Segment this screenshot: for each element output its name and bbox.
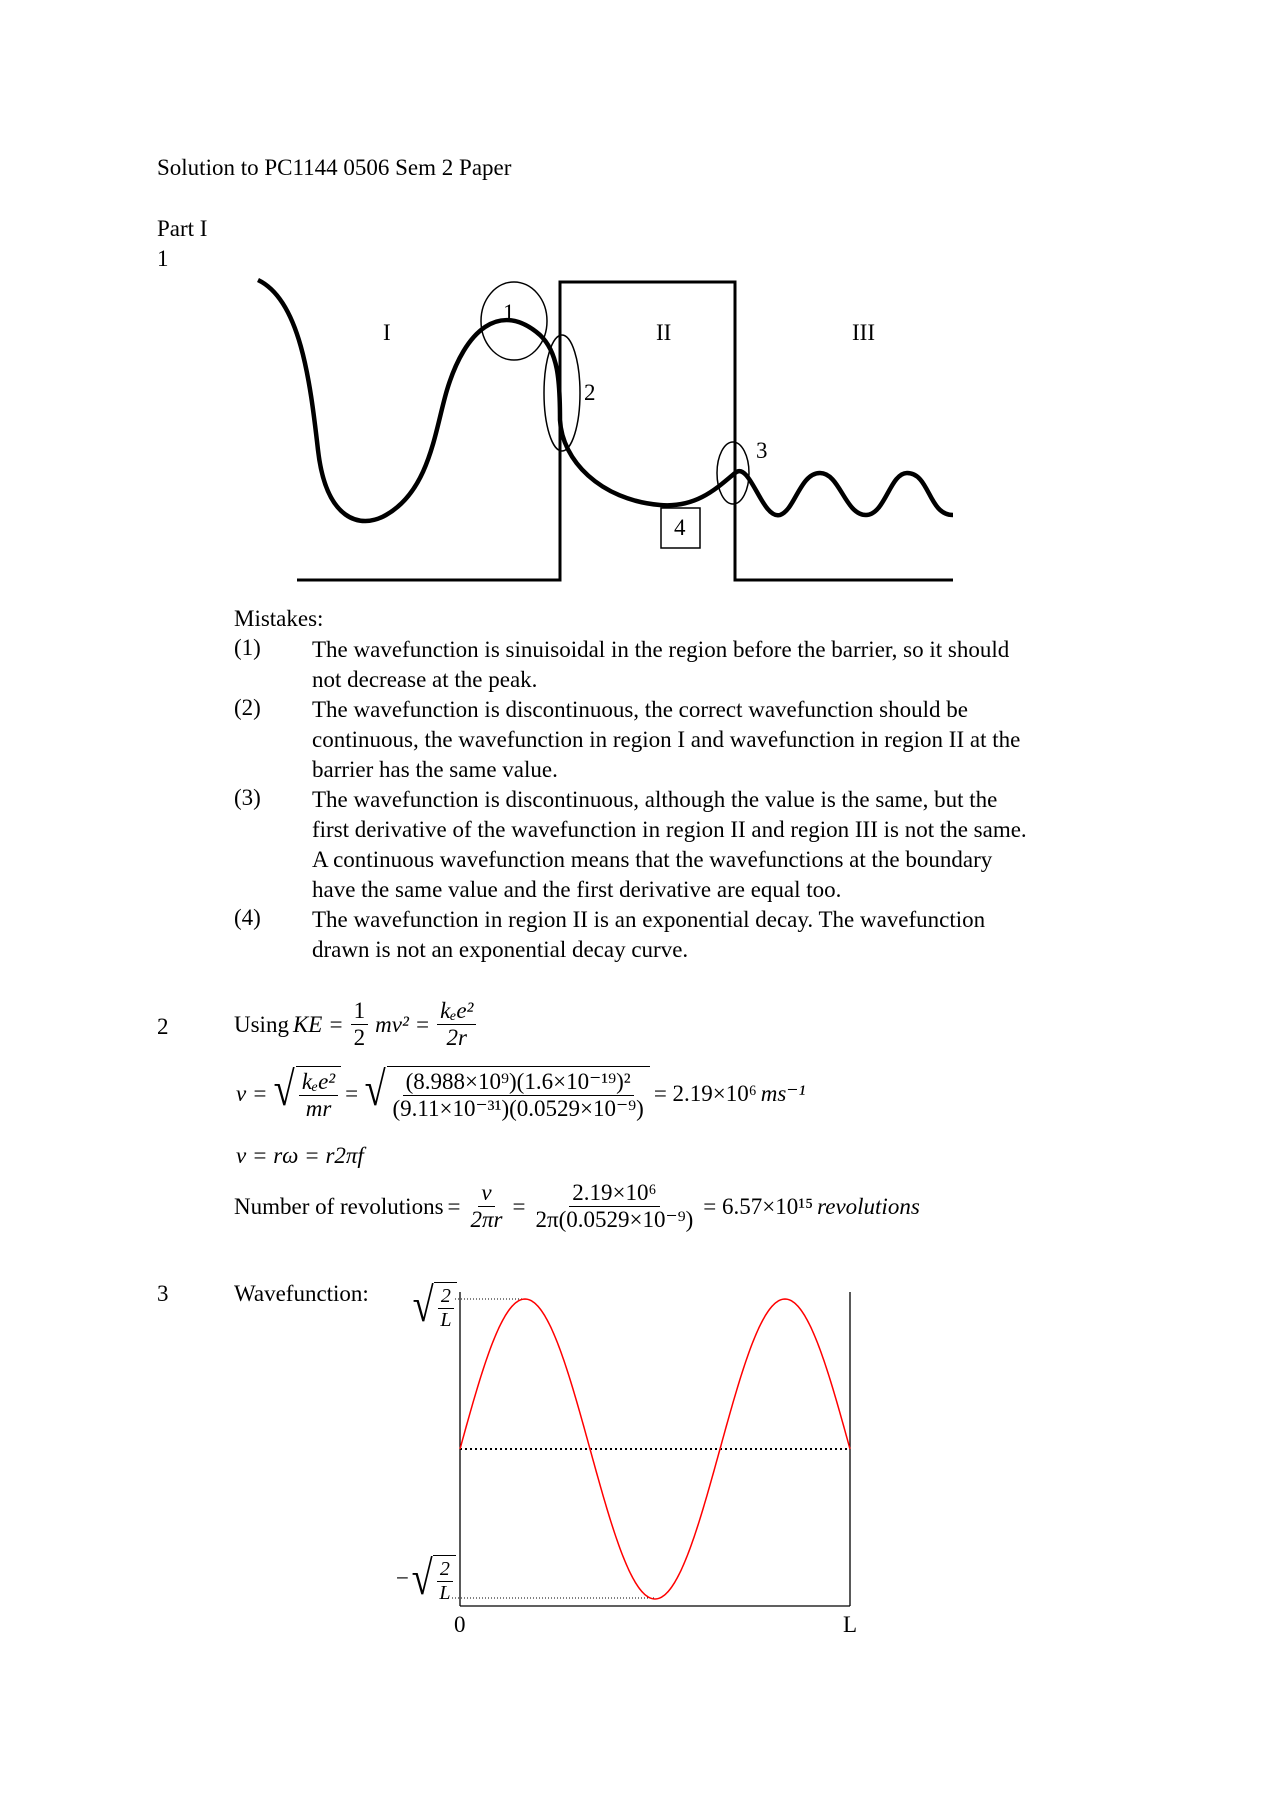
mistake-line: have the same value and the first derivative are equal too. [312, 877, 842, 902]
y-min-label: − √ $\frac{2}{L}$ [396, 1555, 456, 1605]
part-heading: Part I [157, 216, 208, 241]
mistakes-heading: Mistakes: [234, 606, 324, 631]
ke-symbol: KE = [292, 1011, 344, 1037]
y-max-label: √ $\frac{2}{L}$ [410, 1282, 457, 1332]
mistake-line: barrier has the same value. [312, 757, 558, 782]
mistake-line: first derivative of the wavefunction in region II and region III is not the same. [312, 817, 1027, 842]
mistake-line: continuous, the wavefunction in region I and wavefunction in region II at the [312, 727, 1021, 752]
x-end-label: L [843, 1612, 858, 1637]
mistake-line: The wavefunction is discontinuous, the correct wavefunction should be [312, 697, 968, 722]
mistake-number: (4) [234, 905, 261, 930]
mistake-line: The wavefunction is sinuisoidal in the region before the barrier, so it should [312, 637, 1010, 662]
marker-1: 1 [503, 300, 515, 325]
marker-4: 4 [674, 515, 686, 540]
sqrt-kee2-mr: √ $\frac{\text{kₑe²}}{mr}$ [271, 1066, 341, 1123]
revolutions-unit: revolutions [817, 1193, 920, 1219]
v-over-2pir: $\frac{v}{2\pi r}$ [470, 1180, 503, 1233]
mistake-line: The wavefunction in region II is an exponential decay. The wavefunction [312, 907, 986, 932]
using-text: Using [234, 1011, 289, 1037]
mistake-number: (2) [234, 695, 261, 720]
velocity-result: = 2.19×10⁶ [653, 1081, 757, 1107]
mistake-number: (3) [234, 785, 261, 810]
mv2-term: mv² = [375, 1011, 431, 1037]
wavefunction-label: Wavefunction: [234, 1281, 369, 1306]
region-label-3: III [852, 320, 875, 345]
revolutions-result: = 6.57×10¹⁵ [703, 1193, 814, 1219]
sqrt-numeric: √ $\frac{\text{(8.988×10⁹)(1.6×10⁻¹⁹)²}}{\text{(9.11×10⁻³¹)(0.0529×10⁻⁹)}}$ [362, 1066, 650, 1123]
v-symbol: v = [236, 1081, 268, 1107]
revolutions-label: Number of revolutions [234, 1193, 444, 1219]
document-title: Solution to PC1144 0506 Sem 2 Paper [157, 155, 512, 180]
region-label-2: II [656, 320, 672, 345]
marker-3: 3 [756, 438, 768, 463]
question-2-number: 2 [157, 1014, 169, 1039]
velocity-unit: ms⁻¹ [760, 1081, 806, 1107]
marker-2: 2 [584, 380, 596, 405]
revolutions-equation: Number of revolutions = $\frac{v}{2\pi r}$ = $\frac{\text{2.19×10⁶}}{\text{2π(0.0529×10⁻⁹)}}$ = 6.57×10¹⁵ revolutions [234, 1180, 920, 1233]
mistake-number: (1) [234, 635, 261, 660]
question-1-number: 1 [157, 246, 169, 271]
mistake-line: The wavefunction is discontinuous, although the value is the same, but the [312, 787, 998, 812]
kee2-over-2r: $\frac{\text{kₑe²}}{2r}$ [437, 998, 476, 1052]
question-3-number: 3 [157, 1281, 169, 1306]
x-start-label: 0 [454, 1612, 466, 1637]
mistake-line: A continuous wavefunction means that the wavefunctions at the boundary [312, 847, 993, 872]
mistake-line: drawn is not an exponential decay curve. [312, 937, 689, 962]
revolutions-numeric: $\frac{\text{2.19×10⁶}}{\text{2π(0.0529×10⁻⁹)}}$ [535, 1180, 694, 1233]
angular-velocity-equation: v = rω = r2πf [236, 1143, 364, 1168]
half-fraction: $\frac{1}{2}$ [351, 998, 369, 1052]
equals: = [345, 1081, 359, 1107]
region-label-1: I [383, 320, 391, 345]
mistake-line: not decrease at the peak. [312, 667, 538, 692]
